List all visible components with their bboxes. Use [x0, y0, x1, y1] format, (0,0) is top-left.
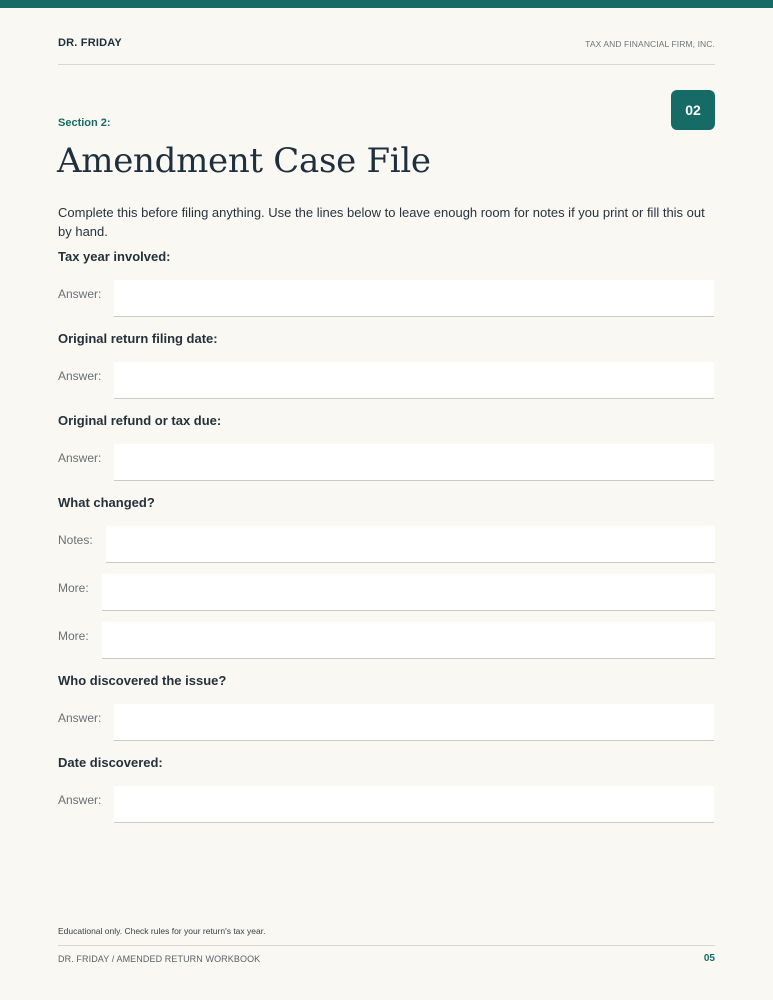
firm-name: TAX AND FINANCIAL FIRM, INC. [585, 39, 715, 49]
answer-row [58, 786, 715, 823]
refund-answer-field[interactable] [114, 444, 714, 481]
more-field[interactable] [102, 574, 715, 611]
page-header [58, 37, 715, 65]
field-label: More: [58, 629, 89, 643]
section-number-badge: 02 [671, 90, 715, 130]
top-accent-bar [0, 0, 773, 8]
footer-divider [58, 945, 715, 946]
page-title: Amendment Case File [57, 141, 431, 181]
answer-row [58, 280, 715, 317]
field-label: Answer: [58, 711, 102, 725]
answer-row [58, 362, 715, 399]
intro-text: Complete this before filing anything. Use the lines below to leave enough room for notes if you print or fill this out by hand. [58, 205, 705, 239]
question-original-filing-date: Original return filing date: [58, 331, 218, 346]
question-who-discovered: Who discovered the issue? [58, 673, 227, 688]
page-number: 05 [703, 953, 715, 964]
field-label: More: [58, 581, 89, 595]
section-label: Section 2: [58, 117, 111, 129]
brand-name: DR. FRIDAY [58, 37, 122, 49]
discovered-by-answer-field[interactable] [114, 704, 714, 741]
answer-row [58, 444, 715, 481]
more-row [58, 622, 715, 659]
field-label: Answer: [58, 287, 102, 301]
field-label: Answer: [58, 451, 102, 465]
question-tax-year: Tax year involved: [58, 249, 171, 264]
answer-row [58, 704, 715, 741]
question-what-changed: What changed? [58, 495, 155, 510]
notes-row [58, 526, 715, 563]
question-original-refund: Original refund or tax due: [58, 413, 222, 428]
notes-field[interactable] [106, 526, 715, 563]
footer-disclaimer: Educational only. Check rules for your return's tax year. [58, 926, 266, 936]
question-date-discovered: Date discovered: [58, 755, 163, 770]
case-file-form [58, 246, 715, 834]
footer-breadcrumb: DR. FRIDAY / AMENDED RETURN WORKBOOK [58, 954, 261, 964]
field-label: Answer: [58, 793, 102, 807]
field-label: Notes: [58, 533, 93, 547]
tax-year-answer-field[interactable] [114, 280, 714, 317]
filing-date-answer-field[interactable] [114, 362, 714, 399]
more-field[interactable] [102, 622, 715, 659]
field-label: Answer: [58, 369, 102, 383]
more-row [58, 574, 715, 611]
date-discovered-answer-field[interactable] [114, 786, 714, 823]
